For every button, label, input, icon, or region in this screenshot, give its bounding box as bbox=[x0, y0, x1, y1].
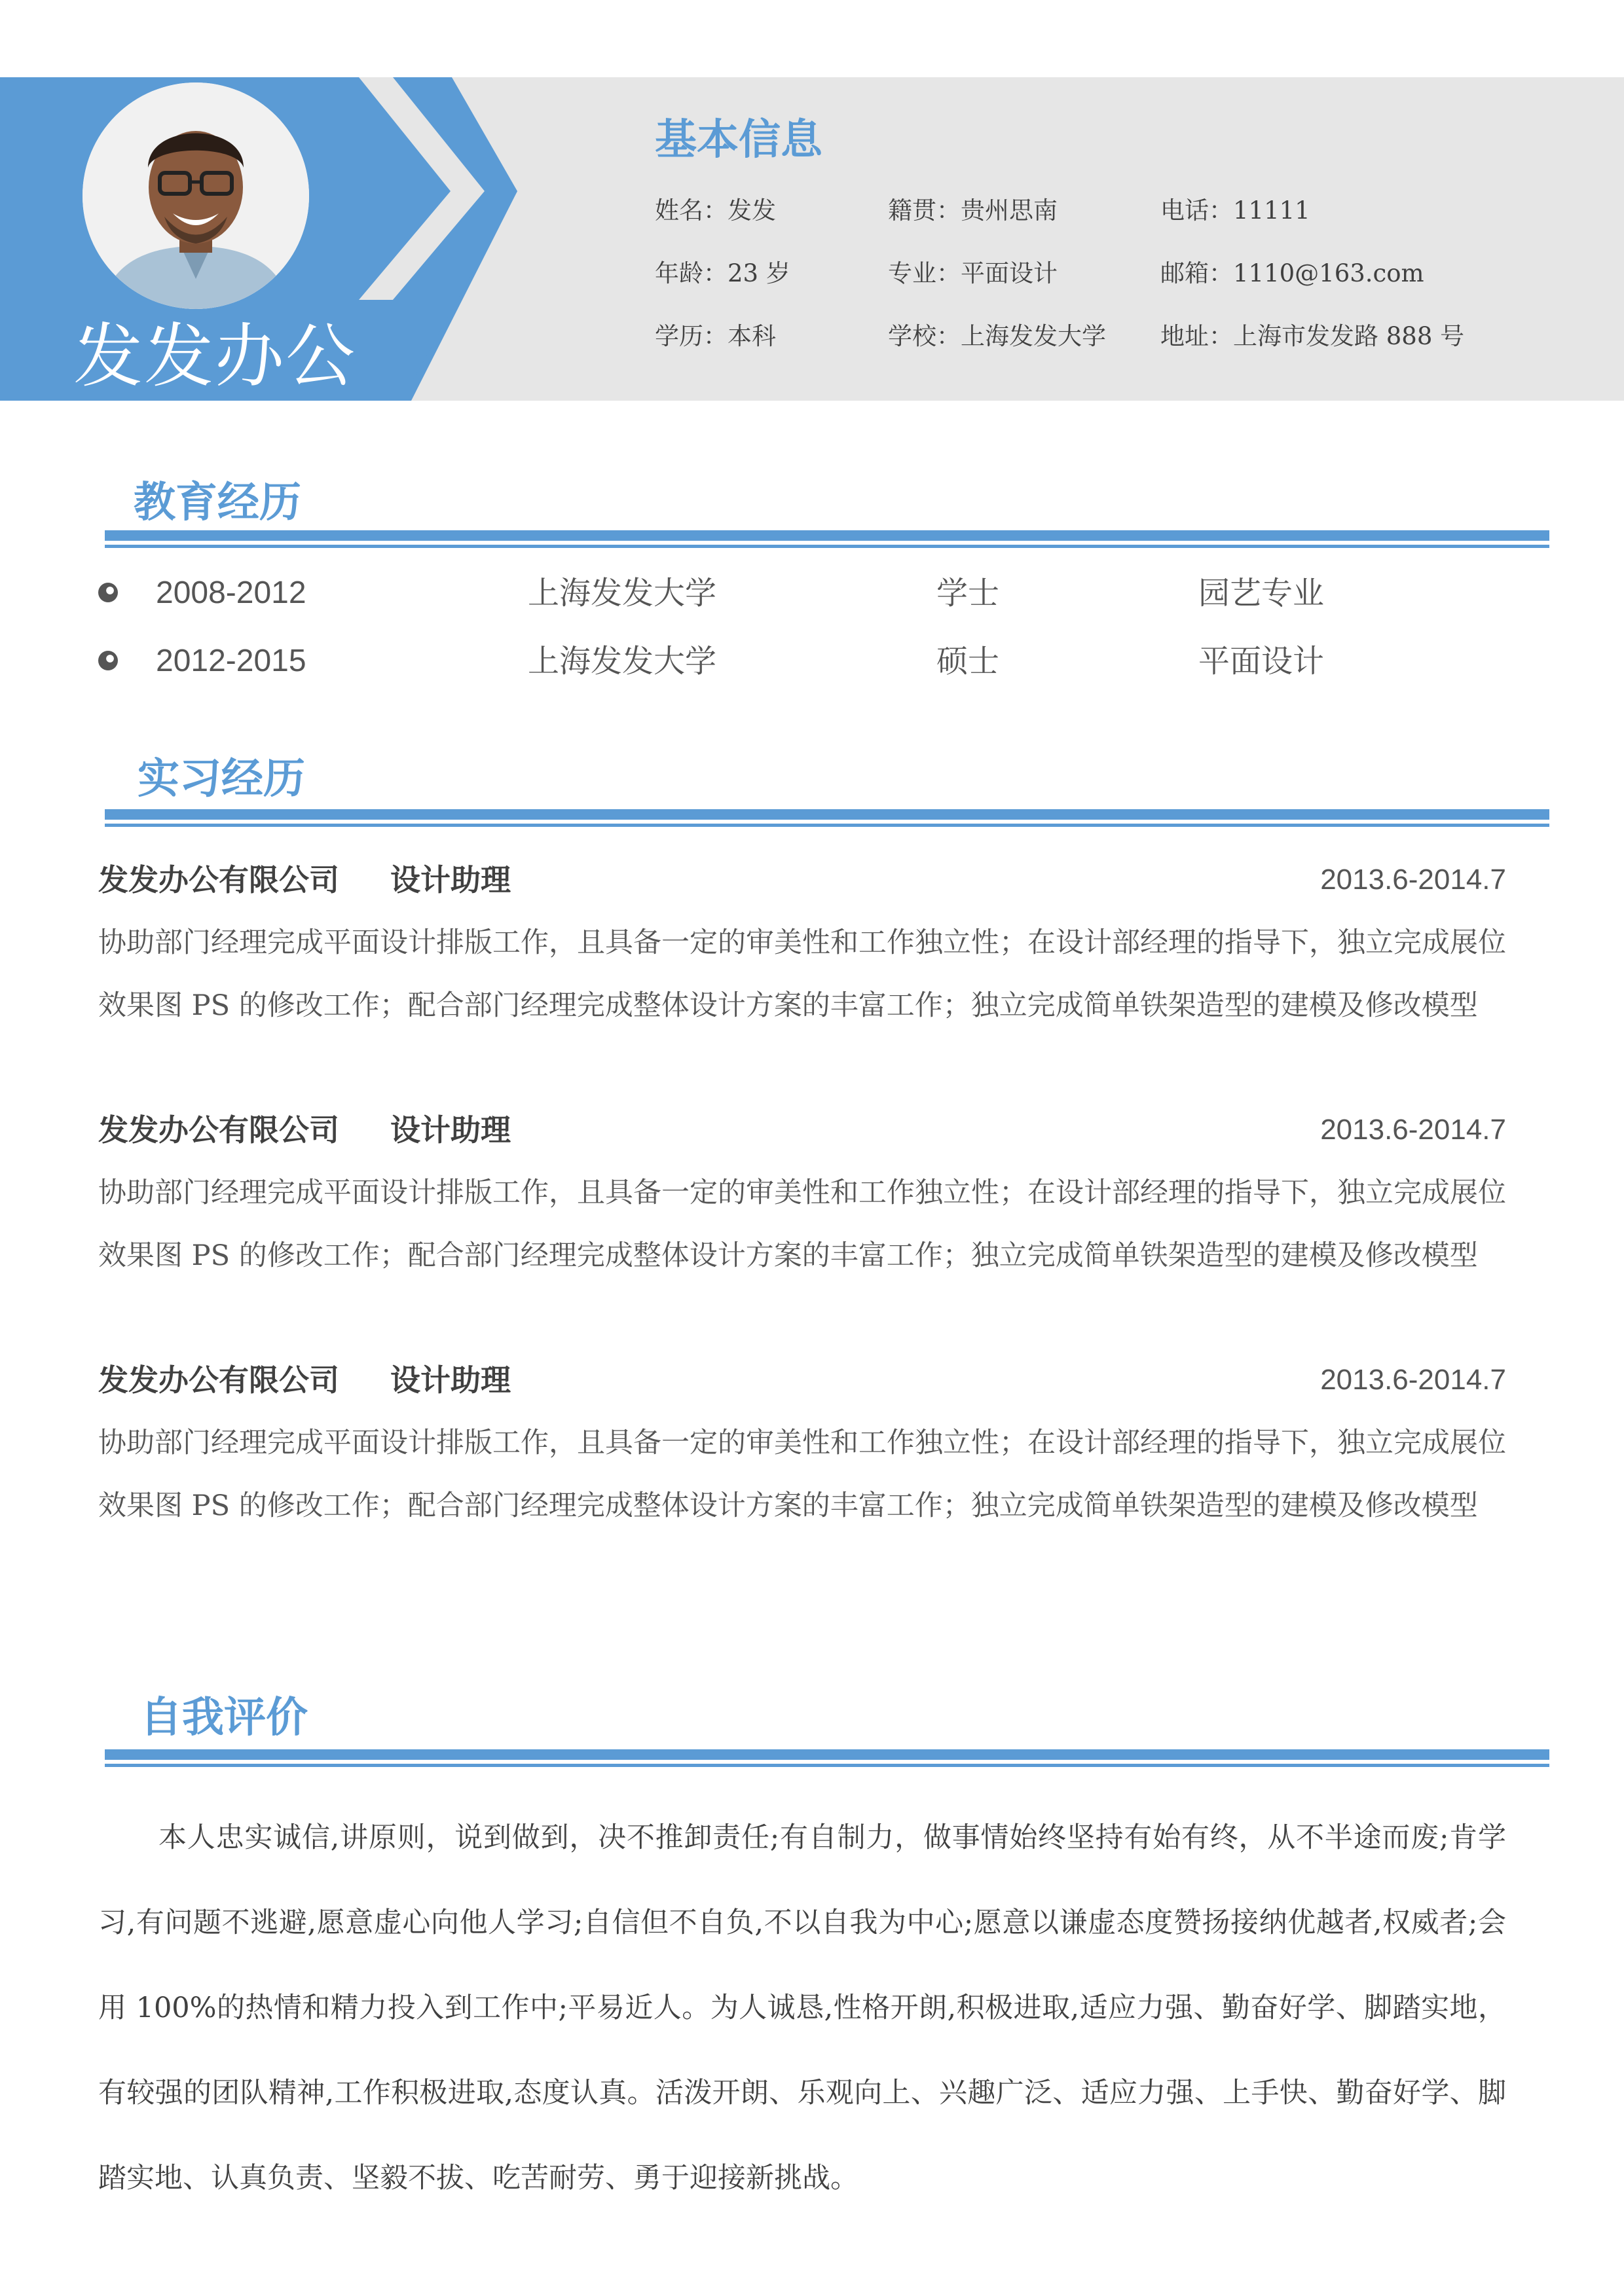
job-header bbox=[98, 1349, 1506, 1412]
info-hometown bbox=[888, 191, 1058, 230]
info-name bbox=[655, 191, 776, 230]
info-value: 发发 bbox=[728, 196, 776, 225]
education-row bbox=[98, 567, 1539, 619]
info-value: 上海发发大学 bbox=[961, 322, 1106, 350]
job-entry bbox=[98, 1349, 1506, 1537]
edu-degree: 学士 bbox=[936, 575, 1000, 611]
info-value: 贵州思南 bbox=[961, 196, 1058, 225]
education-row bbox=[98, 635, 1539, 687]
basic-info-grid bbox=[655, 191, 1506, 388]
info-address bbox=[1160, 317, 1464, 356]
info-label: 电话： bbox=[1160, 196, 1233, 225]
job-date: 2013.6-2014.7 bbox=[1320, 864, 1506, 896]
education-title: 教育经历 bbox=[134, 478, 301, 527]
info-value: 1110@163.com bbox=[1233, 259, 1424, 287]
job-company: 发发办公有限公司 bbox=[98, 1112, 339, 1148]
info-label: 专业： bbox=[888, 259, 961, 287]
job-entry bbox=[98, 848, 1506, 1037]
internship-rule bbox=[105, 809, 1549, 829]
job-header bbox=[98, 848, 1506, 911]
job-role: 设计助理 bbox=[390, 862, 511, 898]
job-role: 设计助理 bbox=[390, 1112, 511, 1148]
bullet-icon bbox=[98, 583, 118, 602]
info-age bbox=[655, 254, 790, 293]
info-value: 平面设计 bbox=[961, 259, 1058, 287]
info-email bbox=[1160, 254, 1424, 293]
info-value: 上海市发发路 888 号 bbox=[1233, 322, 1465, 350]
job-company: 发发办公有限公司 bbox=[98, 862, 339, 898]
internship-title: 实习经历 bbox=[138, 754, 305, 803]
info-label: 学历： bbox=[655, 322, 728, 350]
basic-info-title: 基本信息 bbox=[655, 115, 822, 164]
job-description: 协助部门经理完成平面设计排版工作，且具备一定的审美性和工作独立性；在设计部经理的指导下，独立完成展位效果图 PS 的修改工作；配合部门经理完成整体设计方案的丰富工作；独立完成简单铁架造型的建模及修改模型 bbox=[98, 1427, 1506, 1522]
info-phone bbox=[1160, 191, 1310, 230]
info-value: 本科 bbox=[728, 322, 776, 350]
info-school bbox=[888, 317, 1106, 356]
info-label: 籍贯： bbox=[888, 196, 961, 225]
edu-school: 上海发发大学 bbox=[528, 575, 717, 611]
bullet-icon bbox=[98, 651, 118, 670]
info-education bbox=[655, 317, 776, 356]
info-label: 邮箱： bbox=[1160, 259, 1233, 287]
info-value: 23 岁 bbox=[728, 259, 790, 287]
edu-degree: 硕士 bbox=[936, 643, 1000, 680]
self-evaluation-rule bbox=[105, 1749, 1549, 1769]
job-date: 2013.6-2014.7 bbox=[1320, 1114, 1506, 1146]
job-header bbox=[98, 1099, 1506, 1161]
edu-years: 2008-2012 bbox=[156, 575, 306, 610]
edu-major: 园艺专业 bbox=[1198, 575, 1325, 611]
info-label: 地址： bbox=[1160, 322, 1233, 350]
job-date: 2013.6-2014.7 bbox=[1320, 1364, 1506, 1396]
job-description: 协助部门经理完成平面设计排版工作，且具备一定的审美性和工作独立性；在设计部经理的指导下，独立完成展位效果图 PS 的修改工作；配合部门经理完成整体设计方案的丰富工作；独立完成简单铁架造型的建模及修改模型 bbox=[98, 1176, 1506, 1272]
edu-major: 平面设计 bbox=[1198, 643, 1325, 680]
info-value: 11111 bbox=[1233, 196, 1310, 225]
info-label: 年龄： bbox=[655, 259, 728, 287]
info-label: 姓名： bbox=[655, 196, 728, 225]
info-major bbox=[888, 254, 1058, 293]
info-label: 学校： bbox=[888, 322, 961, 350]
self-evaluation-title: 自我评价 bbox=[140, 1693, 308, 1742]
brand-name: 发发办公 bbox=[73, 316, 356, 397]
self-evaluation-text: 本人忠实诚信,讲原则，说到做到，决不推卸责任;有自制力，做事情始终坚持有始有终，从不半途而废;肯学习,有问题不逃避,愿意虚心向他人学习;自信但不自负,不以自我为中心;愿意以谦虚态度赞扬接纳优越者,权威者;会用 100%的热情和精力投入到工作中;平易近人。为人诚恳,性格开朗,积极进取,适应力强、勤奋好学、脚踏实地，有较强的团队精神,工作积极进取,态度认真。活泼开朗、乐观向上、兴趣广泛、适应力强、上手快、勤奋好学、脚踏实地、认真负责、坚毅不拔、吃苦耐劳、勇于迎接新挑战。 bbox=[98, 1821, 1506, 2195]
avatar bbox=[83, 82, 309, 309]
job-role: 设计助理 bbox=[390, 1362, 511, 1398]
education-rule bbox=[105, 530, 1549, 550]
edu-school: 上海发发大学 bbox=[528, 643, 717, 680]
job-entry bbox=[98, 1099, 1506, 1287]
job-description: 协助部门经理完成平面设计排版工作，且具备一定的审美性和工作独立性；在设计部经理的指导下，独立完成展位效果图 PS 的修改工作；配合部门经理完成整体设计方案的丰富工作；独立完成简单铁架造型的建模及修改模型 bbox=[98, 926, 1506, 1022]
job-company: 发发办公有限公司 bbox=[98, 1362, 339, 1398]
edu-years: 2012-2015 bbox=[156, 644, 306, 678]
